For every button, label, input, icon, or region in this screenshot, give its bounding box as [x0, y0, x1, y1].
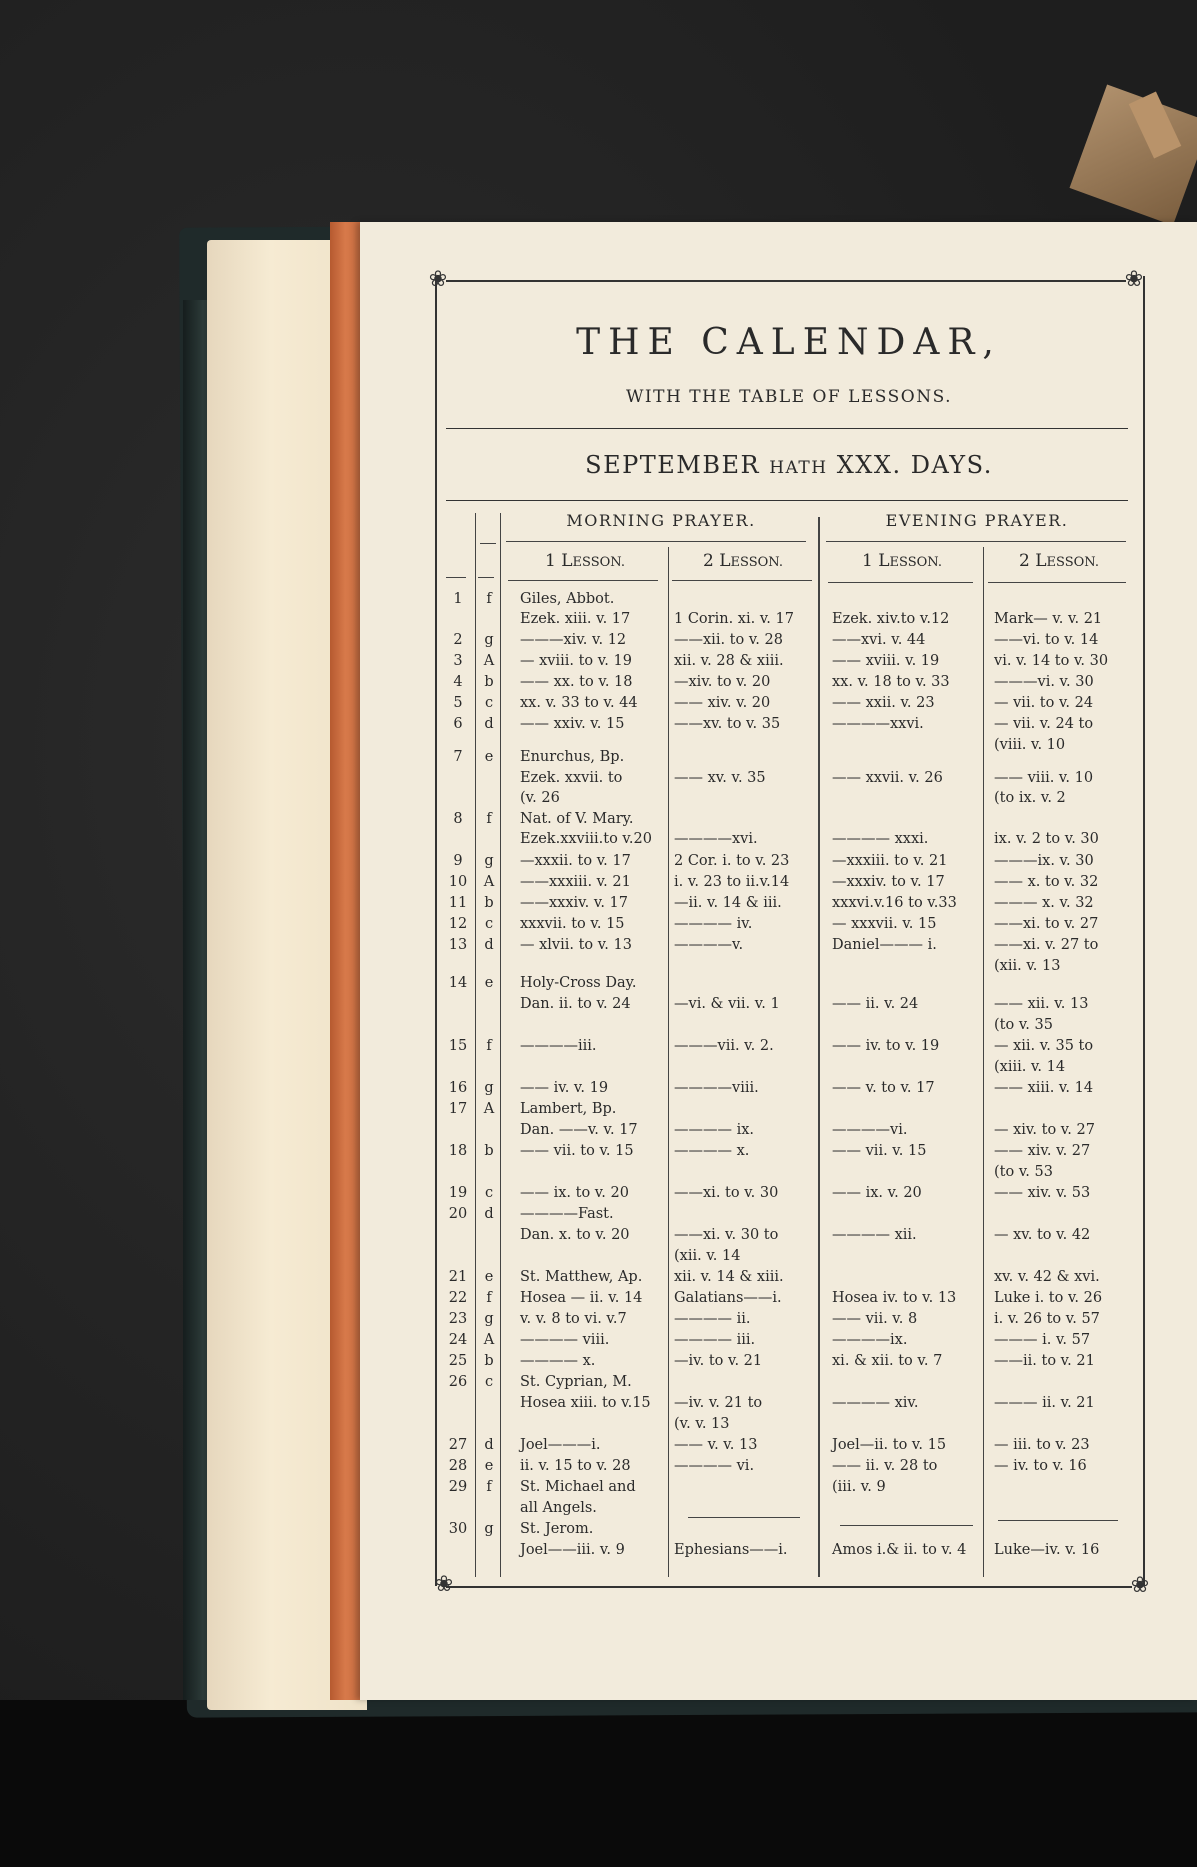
evening-second-lesson: ——ii. to v. 21 — [994, 1353, 1095, 1369]
morning-second-lesson: —xiv. to v. 20 — [674, 674, 771, 690]
morning-first-lesson: ————iii. — [520, 1038, 597, 1054]
evening-second-lesson: —— xiv. v. 27 — [994, 1143, 1091, 1159]
evening-first-lesson: —— xxvii. v. 26 — [832, 770, 943, 786]
morning-first-lesson: v. v. 8 to vi. v.7 — [520, 1311, 627, 1327]
evening-first-lesson: ————xxvi. — [832, 716, 924, 732]
morning-second-lesson: ———vii. v. 2. — [674, 1038, 774, 1054]
day-number: 10 — [448, 874, 468, 890]
evening-second-lesson: Luke—iv. v. 16 — [994, 1542, 1100, 1558]
morning-first-lesson: St. Michael and — [520, 1479, 636, 1495]
corner-ornament-icon: ❀ — [428, 267, 448, 292]
day-number: 23 — [448, 1311, 468, 1327]
day-number: 22 — [448, 1290, 468, 1306]
evening-second-lesson: ——vi. to v. 14 — [994, 632, 1099, 648]
dominical-letter: d — [484, 1206, 494, 1222]
morning-first-lesson: Hosea xiii. to v.15 — [520, 1395, 651, 1411]
evening-first-lesson: —xxxiii. to v. 21 — [832, 853, 948, 869]
column-header — [505, 551, 665, 571]
evening-first-lesson: xxxvi.v.16 to v.33 — [832, 895, 957, 911]
dominical-letter: e — [484, 1458, 494, 1474]
dominical-letter: f — [486, 1479, 492, 1495]
morning-second-lesson: —iv. v. 21 to — [674, 1395, 763, 1411]
evening-second-lesson: (xii. v. 13 — [994, 958, 1061, 974]
dominical-letter: g — [484, 632, 494, 648]
day-number: 14 — [448, 975, 468, 991]
morning-second-lesson: ———— vi. — [674, 1458, 755, 1474]
day-number: 18 — [448, 1143, 468, 1159]
evening-second-lesson: — xiv. to v. 27 — [994, 1122, 1095, 1138]
day-number: 20 — [448, 1206, 468, 1222]
morning-prayer-heading: MORNING PRAYER. — [566, 511, 756, 530]
morning-first-lesson: St. Jerom. — [520, 1521, 594, 1537]
day-number: 16 — [448, 1080, 468, 1096]
dominical-letter: b — [484, 1143, 494, 1159]
day-number: 11 — [448, 895, 468, 911]
morning-first-lesson: Ezek. xxvii. to — [520, 770, 623, 786]
grid-line — [508, 580, 658, 581]
evening-second-lesson: ——xi. to v. 27 — [994, 916, 1099, 932]
evening-first-lesson: ——xvi. v. 44 — [832, 632, 926, 648]
grid-line — [988, 582, 1126, 583]
evening-first-lesson: (iii. v. 9 — [832, 1479, 886, 1495]
evening-first-lesson: —— v. to v. 17 — [832, 1080, 935, 1096]
day-number: 13 — [448, 937, 468, 953]
morning-first-lesson: St. Matthew, Ap. — [520, 1269, 643, 1285]
evening-second-lesson: ——xi. v. 27 to — [994, 937, 1099, 953]
morning-first-lesson: —— ix. to v. 20 — [520, 1185, 629, 1201]
morning-second-lesson: ———— ix. — [674, 1122, 755, 1138]
evening-second-lesson: Luke i. to v. 26 — [994, 1290, 1103, 1306]
morning-second-lesson: Galatians——i. — [674, 1290, 782, 1306]
day-number: 17 — [448, 1101, 468, 1117]
morning-first-lesson: Ezek.xxviii.to v.20 — [520, 831, 652, 847]
corner-ornament-icon: ❀ — [1130, 1573, 1150, 1598]
morning-first-lesson: ——xxxiv. v. 17 — [520, 895, 628, 911]
day-number: 25 — [448, 1353, 468, 1369]
page-subtitle: WITH THE TABLE OF LESSONS. — [625, 387, 953, 407]
morning-second-lesson: (xii. v. 14 — [674, 1248, 741, 1264]
morning-first-lesson: Hosea — ii. v. 14 — [520, 1290, 643, 1306]
grid-line — [475, 583, 476, 1577]
dominical-letter: c — [484, 695, 494, 711]
dominical-letter: b — [484, 1353, 494, 1369]
morning-first-lesson: Lambert, Bp. — [520, 1101, 617, 1117]
evening-second-lesson: vi. v. 14 to v. 30 — [994, 653, 1109, 669]
column-header-small: ESSON. — [889, 555, 942, 570]
dominical-letter: e — [484, 749, 494, 765]
evening-second-lesson: —— xii. v. 13 — [994, 996, 1089, 1012]
morning-second-lesson: —vi. & vii. v. 1 — [674, 996, 780, 1012]
morning-second-lesson: 1 Corin. xi. v. 17 — [674, 611, 794, 627]
grid-line — [475, 513, 476, 583]
morning-first-lesson: —— xxiv. v. 15 — [520, 716, 625, 732]
morning-second-lesson: ———— iv. — [674, 916, 753, 932]
morning-first-lesson: xx. v. 33 to v. 44 — [520, 695, 638, 711]
morning-first-lesson: Giles, Abbot. — [520, 591, 615, 607]
evening-first-lesson: — xxxvii. v. 15 — [832, 916, 937, 932]
evening-second-lesson: (to v. 35 — [994, 1017, 1053, 1033]
evening-first-lesson: —— ix. v. 20 — [832, 1185, 922, 1201]
grid-line — [480, 543, 496, 544]
morning-second-lesson: —— v. v. 13 — [674, 1437, 758, 1453]
column-header-small: ESSON. — [572, 555, 625, 570]
morning-second-lesson: ——xi. to v. 30 — [674, 1185, 779, 1201]
day-number: 2 — [453, 632, 463, 648]
morning-second-lesson: ————xvi. — [674, 831, 758, 847]
evening-second-lesson: —— x. to v. 32 — [994, 874, 1099, 890]
column-header-small: ESSON. — [730, 555, 783, 570]
border-bottom — [446, 1586, 1132, 1588]
day-number: 6 — [453, 716, 463, 732]
morning-second-lesson: ——xv. to v. 35 — [674, 716, 781, 732]
grid-line — [688, 1517, 800, 1518]
morning-second-lesson: —ii. v. 14 & iii. — [674, 895, 782, 911]
morning-first-lesson: —xxxii. to v. 17 — [520, 853, 631, 869]
day-number: 4 — [453, 674, 463, 690]
grid-line — [500, 513, 501, 1577]
morning-second-lesson: —— xiv. v. 20 — [674, 695, 771, 711]
day-number: 24 — [448, 1332, 468, 1348]
morning-second-lesson: xii. v. 14 & xiii. — [674, 1269, 784, 1285]
column-header-text: 1 L — [862, 551, 890, 571]
evening-second-lesson: — vii. to v. 24 — [994, 695, 1094, 711]
day-number: 9 — [453, 853, 463, 869]
grid-line — [668, 547, 669, 1577]
border-top — [446, 280, 1126, 282]
dominical-letter: A — [483, 1101, 495, 1117]
month-hath: HATH — [769, 458, 828, 478]
day-number: 28 — [448, 1458, 468, 1474]
morning-first-lesson: Enurchus, Bp. — [520, 749, 625, 765]
corner-ornament-icon: ❀ — [434, 1572, 454, 1597]
evening-first-lesson: xx. v. 18 to v. 33 — [832, 674, 950, 690]
morning-first-lesson: —— xx. to v. 18 — [520, 674, 633, 690]
morning-second-lesson: ——xii. to v. 28 — [674, 632, 783, 648]
grid-line — [506, 541, 806, 542]
dominical-letter: g — [484, 1521, 494, 1537]
evening-first-lesson: ————ix. — [832, 1332, 908, 1348]
column-header — [822, 551, 982, 571]
evening-second-lesson: —— viii. v. 10 — [994, 770, 1094, 786]
dominical-letter: A — [483, 1332, 495, 1348]
dominical-letter: g — [484, 1080, 494, 1096]
page-title: THE CALENDAR, — [576, 322, 1002, 363]
morning-second-lesson: Ephesians——i. — [674, 1542, 788, 1558]
morning-second-lesson: ———— iii. — [674, 1332, 756, 1348]
morning-first-lesson: ————Fast. — [520, 1206, 614, 1222]
grid-line — [983, 547, 984, 1577]
evening-second-lesson: xv. v. 42 & xvi. — [994, 1269, 1100, 1285]
evening-first-lesson: Ezek. xiv.to v.12 — [832, 611, 950, 627]
morning-first-lesson: —— iv. v. 19 — [520, 1080, 609, 1096]
evening-first-lesson: ————vi. — [832, 1122, 908, 1138]
evening-second-lesson: (xiii. v. 14 — [994, 1059, 1066, 1075]
morning-second-lesson: (v. v. 13 — [674, 1416, 730, 1432]
column-header — [986, 551, 1132, 571]
evening-first-lesson: —— iv. to v. 19 — [832, 1038, 940, 1054]
morning-first-lesson: — xviii. to v. 19 — [520, 653, 632, 669]
evening-first-lesson: —— ii. v. 24 — [832, 996, 919, 1012]
evening-first-lesson: —xxxiv. to v. 17 — [832, 874, 945, 890]
evening-second-lesson: ——— x. v. 32 — [994, 895, 1094, 911]
evening-second-lesson: — xii. v. 35 to — [994, 1038, 1094, 1054]
evening-second-lesson: ———ix. v. 30 — [994, 853, 1094, 869]
grid-line — [826, 541, 1126, 542]
evening-second-lesson: — iv. to v. 16 — [994, 1458, 1087, 1474]
evening-second-lesson: Mark— v. v. 21 — [994, 611, 1103, 627]
dominical-letter: e — [484, 1269, 494, 1285]
day-number: 12 — [448, 916, 468, 932]
morning-first-lesson: St. Cyprian, M. — [520, 1374, 632, 1390]
morning-second-lesson: ——xi. v. 30 to — [674, 1227, 779, 1243]
evening-second-lesson: i. v. 26 to v. 57 — [994, 1311, 1100, 1327]
dominical-letter: b — [484, 895, 494, 911]
morning-second-lesson: —— xv. v. 35 — [674, 770, 766, 786]
dominical-letter: f — [486, 1038, 492, 1054]
day-number: 19 — [448, 1185, 468, 1201]
evening-prayer-heading: EVENING PRAYER. — [885, 511, 1069, 530]
evening-second-lesson: — xv. to v. 42 — [994, 1227, 1091, 1243]
day-number: 8 — [453, 811, 463, 827]
column-header-text: 1 L — [545, 551, 573, 571]
day-number: 30 — [448, 1521, 468, 1537]
morning-second-lesson: ———— x. — [674, 1143, 750, 1159]
dominical-letter: e — [484, 975, 494, 991]
month-heading — [436, 451, 1142, 479]
morning-first-lesson: xxxvii. to v. 15 — [520, 916, 625, 932]
evening-first-lesson: Hosea iv. to v. 13 — [832, 1290, 957, 1306]
day-number: 7 — [453, 749, 463, 765]
evening-first-lesson: Amos i.& ii. to v. 4 — [832, 1542, 967, 1558]
month-name: SEPTEMBER — [585, 451, 761, 479]
day-number: 3 — [453, 653, 463, 669]
day-number: 15 — [448, 1038, 468, 1054]
grid-line — [446, 577, 466, 578]
dominical-letter: g — [484, 1311, 494, 1327]
evening-second-lesson: ——— ii. v. 21 — [994, 1395, 1095, 1411]
dominical-letter: A — [483, 874, 495, 890]
evening-first-lesson: —— vii. v. 8 — [832, 1311, 918, 1327]
dominical-letter: A — [483, 653, 495, 669]
evening-second-lesson: (to ix. v. 2 — [994, 790, 1066, 806]
grid-line — [672, 580, 812, 581]
morning-first-lesson: ———— viii. — [520, 1332, 610, 1348]
grid-line — [818, 517, 820, 1577]
day-number: 21 — [448, 1269, 468, 1285]
evening-first-lesson: —— xviii. v. 19 — [832, 653, 940, 669]
day-number: 26 — [448, 1374, 468, 1390]
evening-first-lesson: ———— xiv. — [832, 1395, 919, 1411]
evening-second-lesson: — vii. v. 24 to — [994, 716, 1094, 732]
dominical-letter: d — [484, 716, 494, 732]
column-header-text: 2 L — [1019, 551, 1047, 571]
evening-first-lesson: ———— xxxi. — [832, 831, 929, 847]
dominical-letter: f — [486, 591, 492, 607]
evening-second-lesson: ———vi. v. 30 — [994, 674, 1094, 690]
morning-first-lesson: all Angels. — [520, 1500, 597, 1516]
morning-second-lesson: xii. v. 28 & xiii. — [674, 653, 784, 669]
evening-first-lesson: Joel—ii. to v. 15 — [832, 1437, 947, 1453]
day-number: 29 — [448, 1479, 468, 1495]
morning-second-lesson: 2 Cor. i. to v. 23 — [674, 853, 790, 869]
morning-first-lesson: — xlvii. to v. 13 — [520, 937, 632, 953]
morning-first-lesson: Joel——iii. v. 9 — [520, 1542, 625, 1558]
column-header-small: ESSON. — [1046, 555, 1099, 570]
dominical-letter: c — [484, 1185, 494, 1201]
morning-second-lesson: ————viii. — [674, 1080, 759, 1096]
morning-first-lesson: (v. 26 — [520, 790, 560, 806]
dominical-letter: b — [484, 674, 494, 690]
morning-first-lesson: Dan. ii. to v. 24 — [520, 996, 631, 1012]
evening-second-lesson: ——— i. v. 57 — [994, 1332, 1091, 1348]
morning-second-lesson: —iv. to v. 21 — [674, 1353, 763, 1369]
dominical-letter: f — [486, 811, 492, 827]
shadow-region — [0, 1700, 1197, 1867]
morning-first-lesson: Nat. of V. Mary. — [520, 811, 634, 827]
evening-second-lesson: ix. v. 2 to v. 30 — [994, 831, 1099, 847]
evening-second-lesson: —— xiv. v. 53 — [994, 1185, 1091, 1201]
evening-second-lesson: (to v. 53 — [994, 1164, 1053, 1180]
evening-first-lesson: xi. & xii. to v. 7 — [832, 1353, 943, 1369]
day-number: 1 — [453, 591, 463, 607]
grid-line — [840, 1525, 973, 1526]
morning-first-lesson: —— vii. to v. 15 — [520, 1143, 634, 1159]
evening-first-lesson: —— ii. v. 28 to — [832, 1458, 938, 1474]
divider — [446, 428, 1128, 429]
dominical-letter: d — [484, 1437, 494, 1453]
day-number: 27 — [448, 1437, 468, 1453]
grid-line — [478, 577, 494, 578]
evening-first-lesson: —— xxii. v. 23 — [832, 695, 935, 711]
evening-second-lesson: (viii. v. 10 — [994, 737, 1066, 753]
morning-first-lesson: ———xiv. v. 12 — [520, 632, 627, 648]
morning-first-lesson: Joel———i. — [520, 1437, 601, 1453]
evening-second-lesson: —— xiii. v. 14 — [994, 1080, 1094, 1096]
evening-first-lesson: —— vii. v. 15 — [832, 1143, 927, 1159]
morning-first-lesson: ii. v. 15 to v. 28 — [520, 1458, 631, 1474]
morning-first-lesson: Holy-Cross Day. — [520, 975, 637, 991]
morning-first-lesson: ——xxxiii. v. 21 — [520, 874, 631, 890]
corner-ornament-icon: ❀ — [1124, 267, 1144, 292]
morning-second-lesson: ————v. — [674, 937, 744, 953]
morning-second-lesson: i. v. 23 to ii.v.14 — [674, 874, 790, 890]
column-header-text: 2 L — [703, 551, 731, 571]
morning-second-lesson: ———— ii. — [674, 1311, 751, 1327]
month-days: XXX. DAYS. — [836, 451, 993, 479]
morning-first-lesson: Dan. x. to v. 20 — [520, 1227, 630, 1243]
evening-first-lesson: Daniel——— i. — [832, 937, 937, 953]
grid-line — [828, 582, 973, 583]
dominical-letter: d — [484, 937, 494, 953]
grid-line — [998, 1520, 1118, 1521]
column-header — [670, 551, 816, 571]
divider — [446, 500, 1128, 501]
morning-first-lesson: Dan. ——v. v. 17 — [520, 1122, 638, 1138]
dominical-letter: g — [484, 853, 494, 869]
dominical-letter: c — [484, 1374, 494, 1390]
morning-first-lesson: ———— x. — [520, 1353, 596, 1369]
morning-first-lesson: Ezek. xiii. v. 17 — [520, 611, 631, 627]
dominical-letter: c — [484, 916, 494, 932]
day-number: 5 — [453, 695, 463, 711]
evening-second-lesson: — iii. to v. 23 — [994, 1437, 1090, 1453]
evening-first-lesson: ———— xii. — [832, 1227, 917, 1243]
dominical-letter: f — [486, 1290, 492, 1306]
